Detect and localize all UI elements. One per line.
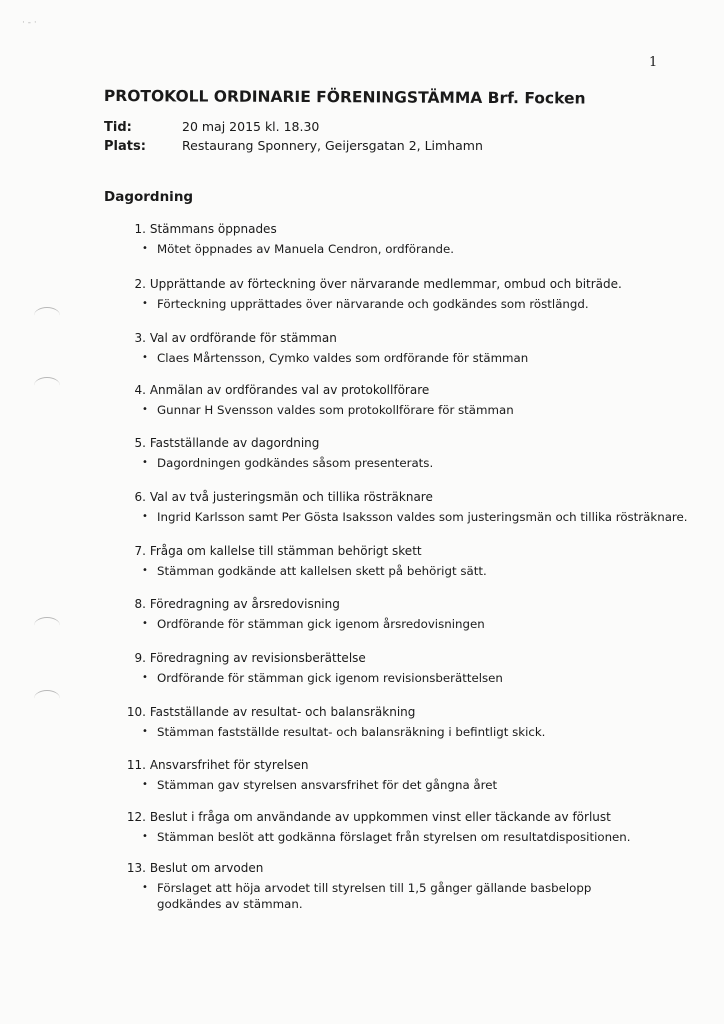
bullet-icon: • [142, 618, 148, 629]
agenda-item-heading [112, 488, 672, 506]
punch-hole-mark [34, 307, 60, 324]
bullet-icon: • [142, 457, 148, 468]
agenda-item-bullet [112, 350, 672, 366]
bullet-icon: • [142, 672, 148, 683]
punch-hole-mark [34, 377, 60, 394]
agenda-heading: Dagordning [104, 189, 194, 205]
agenda-item-number: 5. [134, 436, 146, 450]
agenda-item-number: 6. [134, 490, 146, 504]
bullet-icon: • [142, 831, 148, 842]
bullet-text: Förteckning upprättades över närvarande och godkändes som röstlängd. [157, 297, 589, 311]
bullet-text: Ordförande för stämman gick igenom revisionsberättelsen [157, 671, 503, 685]
bullet-text: Ingrid Karlsson samt Per Gösta Isaksson valdes som justeringsmän och tillika rösträknare. [157, 510, 688, 524]
agenda-item-text: Beslut om arvoden [149, 861, 264, 875]
agenda-item [112, 649, 672, 686]
agenda-item-heading [112, 756, 672, 774]
agenda-item-text: Beslut i fråga om användande av uppkommen vinst eller täckande av förlust [149, 810, 611, 824]
agenda-item-text: Stämmans öppnades [149, 222, 277, 236]
agenda-item-bullet [112, 455, 672, 471]
bullet-icon: • [142, 779, 148, 790]
agenda-item-number: 12. [126, 810, 146, 824]
agenda-item [112, 595, 672, 632]
agenda-item-number: 2. [134, 277, 146, 291]
agenda-item-text: Val av två justeringsmän och tillika rösträknare [149, 490, 433, 504]
agenda-item-bullet [112, 777, 672, 793]
agenda-item-bullet [112, 616, 672, 632]
agenda-item-heading [112, 329, 672, 347]
agenda-item-bullet [112, 670, 672, 686]
agenda-item-bullet [112, 880, 627, 912]
document-title: PROTOKOLL ORDINARIE FÖRENINGSTÄMMA Brf. Focken [103, 87, 586, 108]
meta-time-row [104, 119, 319, 135]
bullet-text: Stämman fastställde resultat- och balansräkning i befintligt skick. [157, 725, 546, 739]
agenda-item-heading [112, 381, 672, 399]
agenda-item-number: 10. [126, 705, 146, 719]
agenda-item-heading [112, 220, 672, 238]
bullet-text: Stämman godkände att kallelsen skett på behörigt sätt. [157, 564, 487, 578]
agenda-item-number: 13. [126, 861, 146, 875]
agenda-item-number: 3. [134, 331, 146, 345]
agenda-item [112, 703, 672, 740]
agenda-item-bullet [112, 509, 688, 525]
scan-corner-mark: · - · [22, 18, 37, 28]
agenda-item-number: 1. [134, 222, 146, 236]
bullet-icon: • [142, 352, 148, 363]
agenda-item-heading [112, 434, 672, 452]
agenda-item-heading [112, 703, 672, 721]
agenda-item-bullet [112, 296, 672, 312]
agenda-item-number: 7. [134, 544, 146, 558]
bullet-text: Dagordningen godkändes såsom presenterats. [157, 456, 434, 470]
agenda-item-text: Fastställande av dagordning [149, 436, 320, 450]
time-value: 20 maj 2015 kl. 18.30 [182, 119, 320, 134]
agenda-item-text: Val av ordförande för stämman [149, 331, 337, 345]
bullet-icon: • [142, 882, 148, 893]
agenda-item [112, 756, 672, 793]
agenda-item [112, 542, 672, 579]
agenda-item-text: Föredragning av årsredovisning [149, 597, 340, 611]
agenda-item-bullet [112, 829, 672, 845]
agenda-item-number: 9. [134, 651, 146, 665]
bullet-icon: • [142, 511, 148, 522]
agenda-item-heading [112, 542, 672, 560]
bullet-icon: • [142, 726, 148, 737]
agenda-item-bullet [112, 563, 672, 579]
page-number: 1 [649, 55, 658, 70]
agenda-item-heading [112, 859, 672, 877]
meta-place-row [104, 138, 483, 154]
bullet-icon: • [142, 243, 148, 254]
agenda-item-bullet [112, 724, 672, 740]
agenda-item-heading [112, 649, 672, 667]
bullet-text: Stämman gav styrelsen ansvarsfrihet för det gångna året [157, 778, 498, 792]
time-label: Tid: [104, 120, 132, 135]
agenda-item [112, 808, 672, 845]
agenda-item [112, 275, 672, 312]
bullet-text: Stämman beslöt att godkänna förslaget från styrelsen om resultatdispositionen. [157, 830, 631, 844]
agenda-item [112, 220, 672, 257]
agenda-item-text: Upprättande av förteckning över närvarande medlemmar, ombud och biträde. [149, 277, 622, 291]
agenda-item [112, 434, 672, 471]
agenda-item-bullet [112, 241, 672, 257]
punch-hole-mark [34, 617, 60, 634]
agenda-item-text: Fastställande av resultat- och balansräkning [149, 705, 416, 719]
agenda-item [112, 329, 672, 366]
agenda-item-text: Anmälan av ordförandes val av protokollförare [149, 383, 430, 397]
agenda-item-heading [112, 595, 672, 613]
punch-hole-mark [34, 690, 60, 707]
agenda-item-number: 4. [134, 383, 146, 397]
place-value: Restaurang Sponnery, Geijersgatan 2, Limhamn [182, 138, 483, 153]
bullet-text: Ordförande för stämman gick igenom årsredovisningen [157, 617, 485, 631]
bullet-icon: • [142, 565, 148, 576]
agenda-item-text: Ansvarsfrihet för styrelsen [149, 758, 309, 772]
agenda-item-heading [112, 808, 672, 826]
agenda-item-number: 8. [134, 597, 146, 611]
bullet-text: Mötet öppnades av Manuela Cendron, ordförande. [157, 242, 455, 256]
agenda-item-text: Föredragning av revisionsberättelse [149, 651, 366, 665]
agenda-item-number: 11. [126, 758, 146, 772]
agenda-item-text: Fråga om kallelse till stämman behörigt skett [149, 544, 422, 558]
bullet-text: Gunnar H Svensson valdes som protokollförare för stämman [157, 403, 514, 417]
bullet-text: Förslaget att höja arvodet till styrelsen till 1,5 gånger gällande basbelopp godkändes av stämman. [157, 881, 592, 911]
agenda-item-bullet [112, 402, 672, 418]
place-label: Plats: [104, 139, 146, 154]
agenda-item [112, 859, 672, 912]
agenda-item [112, 381, 672, 418]
bullet-icon: • [142, 298, 148, 309]
agenda-item [112, 488, 688, 525]
bullet-text: Claes Mårtensson, Cymko valdes som ordförande för stämman [157, 351, 529, 365]
agenda-item-heading [112, 275, 672, 293]
bullet-icon: • [142, 404, 148, 415]
